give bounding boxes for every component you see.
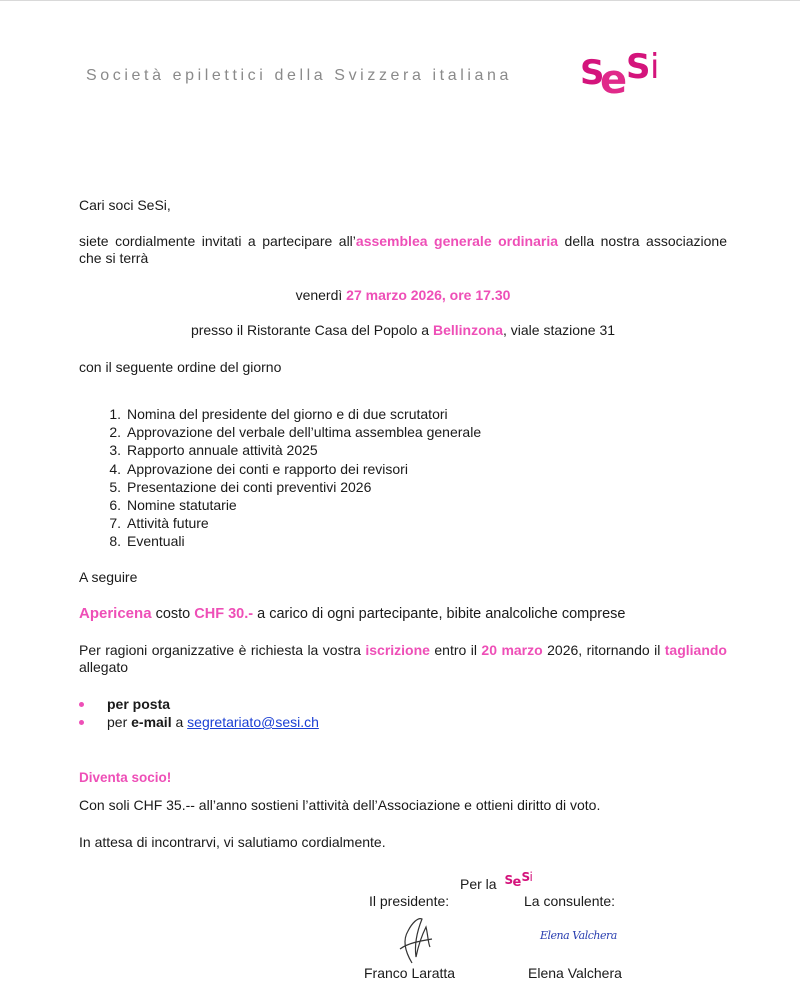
agenda-item: 5. Presentazione dei conti preventivi 2026 xyxy=(109,478,372,495)
invitation-paragraph: siete cordialmente invitati a partecipare all’assemblea generale ordinaria della nostra associazione che si terrà xyxy=(79,233,727,266)
registration-paragraph: Per ragioni organizzative è richiesta la vostra iscrizione entro il 20 marzo 2026, ritornando il tagliando allegato xyxy=(79,642,727,675)
consultant-signature: Elena Valchera xyxy=(540,929,617,942)
agenda-list xyxy=(79,405,481,551)
letterhead: Società epilettici della Svizzera italiana S e S i xyxy=(86,47,660,103)
email-link[interactable]: segretariato@sesi.ch xyxy=(187,714,319,730)
member-title: Diventa socio! xyxy=(79,770,172,785)
bullet-icon xyxy=(79,702,84,707)
consultant-name: Elena Valchera xyxy=(528,965,622,981)
sesi-mini-logo: S e S i xyxy=(504,870,533,890)
agenda-item: 6. Nomine statutarie xyxy=(109,497,237,514)
closing-line: In attesa di incontrarvi, vi salutiamo cordialmente. xyxy=(79,834,386,850)
per-la-line: Per la S e S i xyxy=(460,873,536,892)
agenda-item: 4. Approvazione dei conti e rapporto dei revisori xyxy=(109,460,408,477)
president-name: Franco Laratta xyxy=(364,965,456,981)
president-title: Il presidente: xyxy=(369,893,450,909)
bullet-icon xyxy=(79,720,84,725)
meeting-date: venerdì 27 marzo 2026, ore 17.30 xyxy=(295,287,511,303)
president-signature xyxy=(392,913,440,967)
apericena-line: Apericena costo CHF 30.- a carico di ogni partecipante, bibite analcoliche comprese xyxy=(79,605,626,622)
contact-post: per posta xyxy=(79,695,319,713)
agenda-item: 2. Approvazione del verbale dell’ultima assemblea generale xyxy=(109,424,482,441)
agenda-item: 8. Eventuali xyxy=(109,533,185,550)
contact-email: per e-mail a segretariato@sesi.ch xyxy=(79,713,319,731)
meeting-venue: presso il Ristorante Casa del Popolo a Bellinzona, viale stazione 31 xyxy=(190,322,616,338)
agenda-item: 1. Nomina del presidente del giorno e di due scrutatori xyxy=(109,406,448,422)
contact-options xyxy=(79,695,319,731)
member-text: Con soli CHF 35.-- all’anno sostieni l’attività dell’Associazione e ottieni diritto di voto. xyxy=(79,797,601,813)
following-label: A seguire xyxy=(79,569,138,585)
agenda-intro: con il seguente ordine del giorno xyxy=(79,359,282,375)
organization-tagline: Società epilettici della Svizzera italiana xyxy=(86,67,513,84)
consultant-title: La consulente: xyxy=(524,893,616,909)
agenda-item: 3. Rapporto annuale attività 2025 xyxy=(109,442,318,459)
agenda-item: 7. Attività future xyxy=(109,515,209,532)
greeting: Cari soci SeSi, xyxy=(79,197,171,213)
